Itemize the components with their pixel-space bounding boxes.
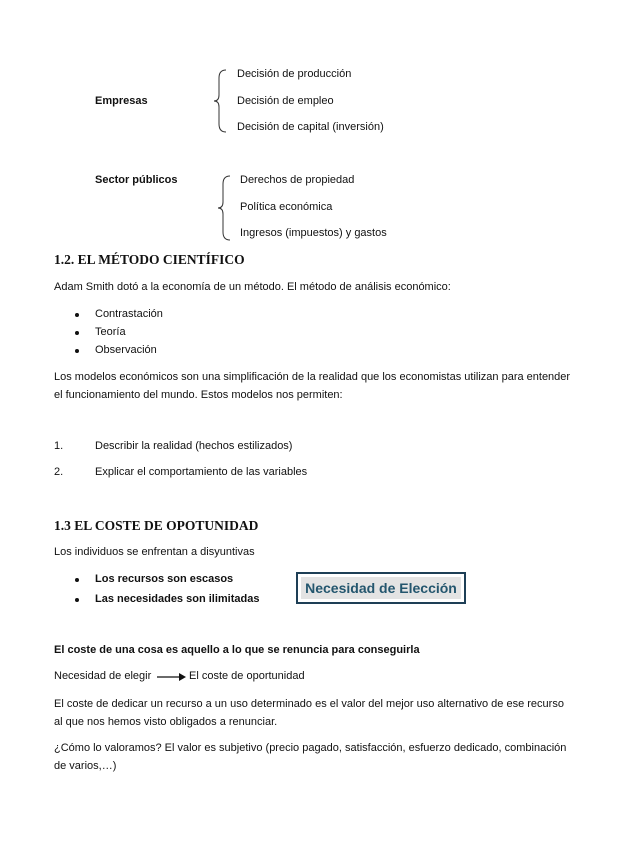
necesidad-eleccion-callout	[296, 572, 466, 604]
empresas-label: Empresas	[95, 95, 148, 107]
section-12-paragraph: Los modelos económicos son una simplificación de la realidad que los economistas utilizan para entender el funcionamiento del mundo. Estos modelos nos permiten:	[54, 371, 571, 401]
section-12-intro: Adam Smith dotó a la economía de un método. El método de análisis económico:	[54, 281, 451, 293]
sector-publico-brace	[216, 174, 234, 242]
bullet-dot	[75, 349, 79, 353]
bullet-teoria: Teoría	[95, 326, 126, 338]
valoracion-paragraph: ¿Cómo lo valoramos? El valor es subjetivo (precio pagado, satisfacción, esfuerzo dedicado, combinación de varios,…)	[54, 742, 567, 772]
definition-text: El coste de una cosa es aquello a lo que se renuncia para conseguirla	[54, 644, 420, 656]
numbered-2-text: Explicar el comportamiento de las variables	[95, 466, 308, 478]
coste-paragraph: El coste de dedicar un recurso a un uso determinado es el valor del mejor uso alternativo de ese recurso al que nos hemos visto obligados a renunciar.	[54, 698, 564, 728]
section-13-heading: 1.3 EL COSTE DE OPOTUNIDAD	[54, 518, 259, 533]
empresas-item-produccion: Decisión de producción	[237, 68, 352, 80]
sector-item-propiedad: Derechos de propiedad	[240, 174, 355, 186]
arrow-right-text: El coste de oportunidad	[189, 670, 305, 682]
empresas-brace	[212, 68, 230, 134]
sector-item-ingresos: Ingresos (impuestos) y gastos	[240, 227, 387, 239]
numbered-2-num: 2.	[54, 466, 64, 478]
bullet-dot	[75, 598, 79, 602]
bullet-necesidades: Las necesidades son ilimitadas	[95, 593, 260, 605]
callout-text: Necesidad de Elección	[301, 577, 461, 599]
bullet-dot	[75, 313, 79, 317]
bullet-recursos: Los recursos son escasos	[95, 573, 234, 585]
numbered-1-num: 1.	[54, 440, 64, 452]
bullet-dot	[75, 578, 79, 582]
arrow-left-text: Necesidad de elegir	[54, 670, 152, 682]
sector-item-politica: Política económica	[240, 201, 333, 213]
section-12-heading: 1.2. EL MÉTODO CIENTÍFICO	[54, 252, 245, 267]
empresas-item-empleo: Decisión de empleo	[237, 95, 334, 107]
sector-publico-label: Sector públicos	[95, 174, 178, 186]
section-13-intro: Los individuos se enfrentan a disyuntivas	[54, 546, 255, 558]
bullet-contrastacion: Contrastación	[95, 308, 163, 320]
bullet-observacion: Observación	[95, 344, 157, 356]
empresas-item-capital: Decisión de capital (inversión)	[237, 121, 384, 133]
numbered-1-text: Describir la realidad (hechos estilizados)	[95, 440, 293, 452]
right-arrow-icon	[157, 672, 187, 682]
bullet-dot	[75, 331, 79, 335]
